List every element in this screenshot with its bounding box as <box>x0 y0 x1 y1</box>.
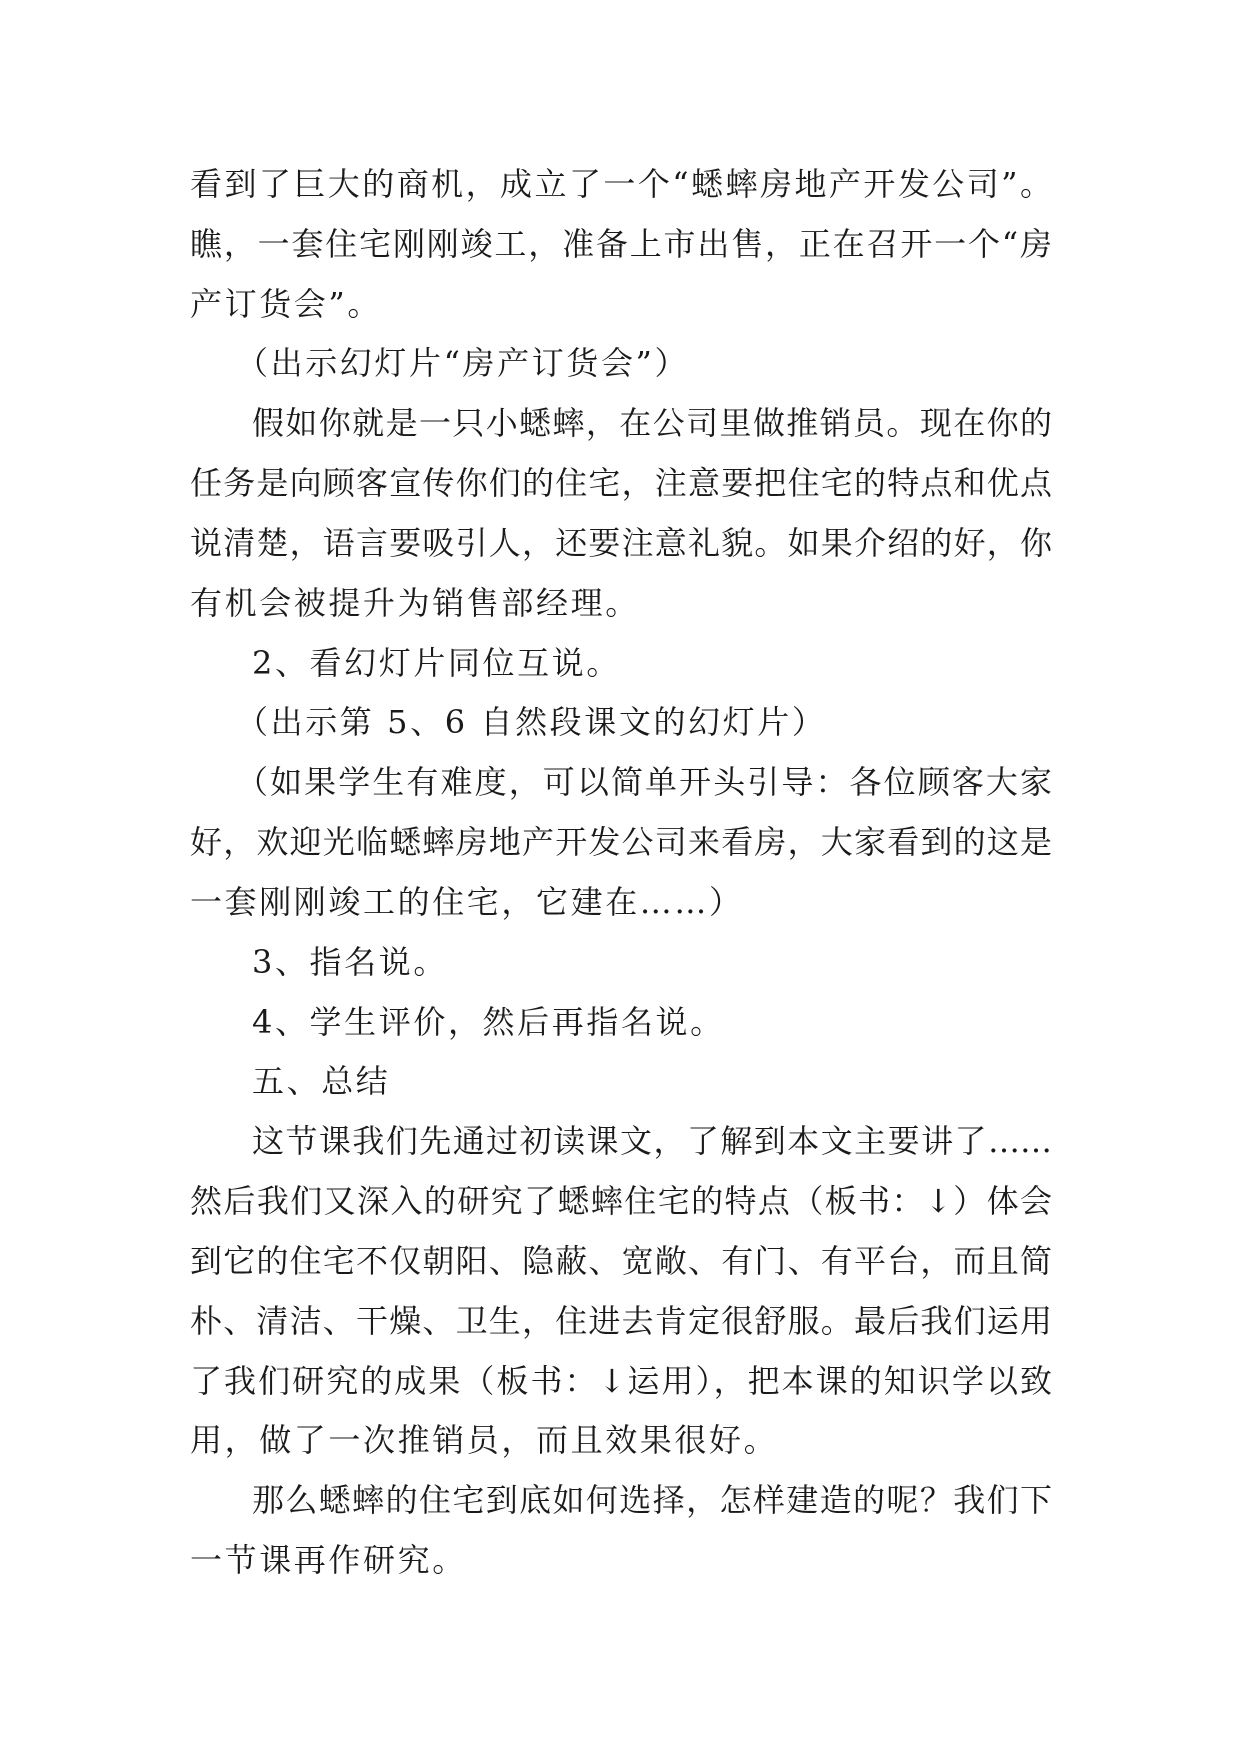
text-line: 到它的住宅不仅朝阳、隐蔽、宽敞、有门、有平台，而且简 <box>190 1242 1052 1280</box>
text-line: 说清楚，语言要吸引人，还要注意礼貌。如果介绍的好，你 <box>190 524 1052 562</box>
text-line: （出示第 5、6 自然段课文的幻灯片） <box>236 703 827 741</box>
text-line: 有机会被提升为销售部经理。 <box>190 584 640 622</box>
text-line: 用，做了一次推销员，而且效果很好。 <box>190 1421 779 1459</box>
text-line: 3、指名说。 <box>252 943 448 981</box>
text-line: 一节课再作研究。 <box>190 1541 467 1579</box>
text-line: 好，欢迎光临蟋蟀房地产开发公司来看房，大家看到的这是 <box>190 823 1052 861</box>
text-line: 任务是向顾客宣传你们的住宅，注意要把住宅的特点和优点 <box>190 464 1052 502</box>
text-line: 朴、清洁、干燥、卫生，住进去肯定很舒服。最后我们运用 <box>190 1302 1052 1340</box>
text-line: 了我们研究的成果（板书：↓运用），把本课的知识学以致 <box>190 1362 1052 1400</box>
text-line: 假如你就是一只小蟋蟀，在公司里做推销员。现在你的 <box>252 404 1052 442</box>
text-line: （如果学生有难度，可以简单开头引导：各位顾客大家 <box>236 763 1052 801</box>
section-heading: 五、总结 <box>252 1062 391 1100</box>
text-line: 那么蟋蟀的住宅到底如何选择，怎样建造的呢？我们下 <box>252 1481 1052 1519</box>
text-line: 这节课我们先通过初读课文，了解到本文主要讲了…… <box>252 1122 1052 1160</box>
text-line: 看到了巨大的商机，成立了一个“蟋蟀房地产开发公司”。 <box>190 165 1052 203</box>
text-line: 一套刚刚竣工的住宅，它建在……） <box>190 883 744 921</box>
text-line: 4、学生评价，然后再指名说。 <box>252 1003 725 1041</box>
text-line: 产订货会”。 <box>190 285 382 323</box>
text-line: 2、看幻灯片同位互说。 <box>252 644 621 682</box>
text-line: （出示幻灯片“房产订货会”） <box>236 344 690 382</box>
text-line: 然后我们又深入的研究了蟋蟀住宅的特点（板书：↓）体会 <box>190 1182 1052 1220</box>
text-line: 瞧，一套住宅刚刚竣工，准备上市出售，正在召开一个“房 <box>190 225 1052 263</box>
